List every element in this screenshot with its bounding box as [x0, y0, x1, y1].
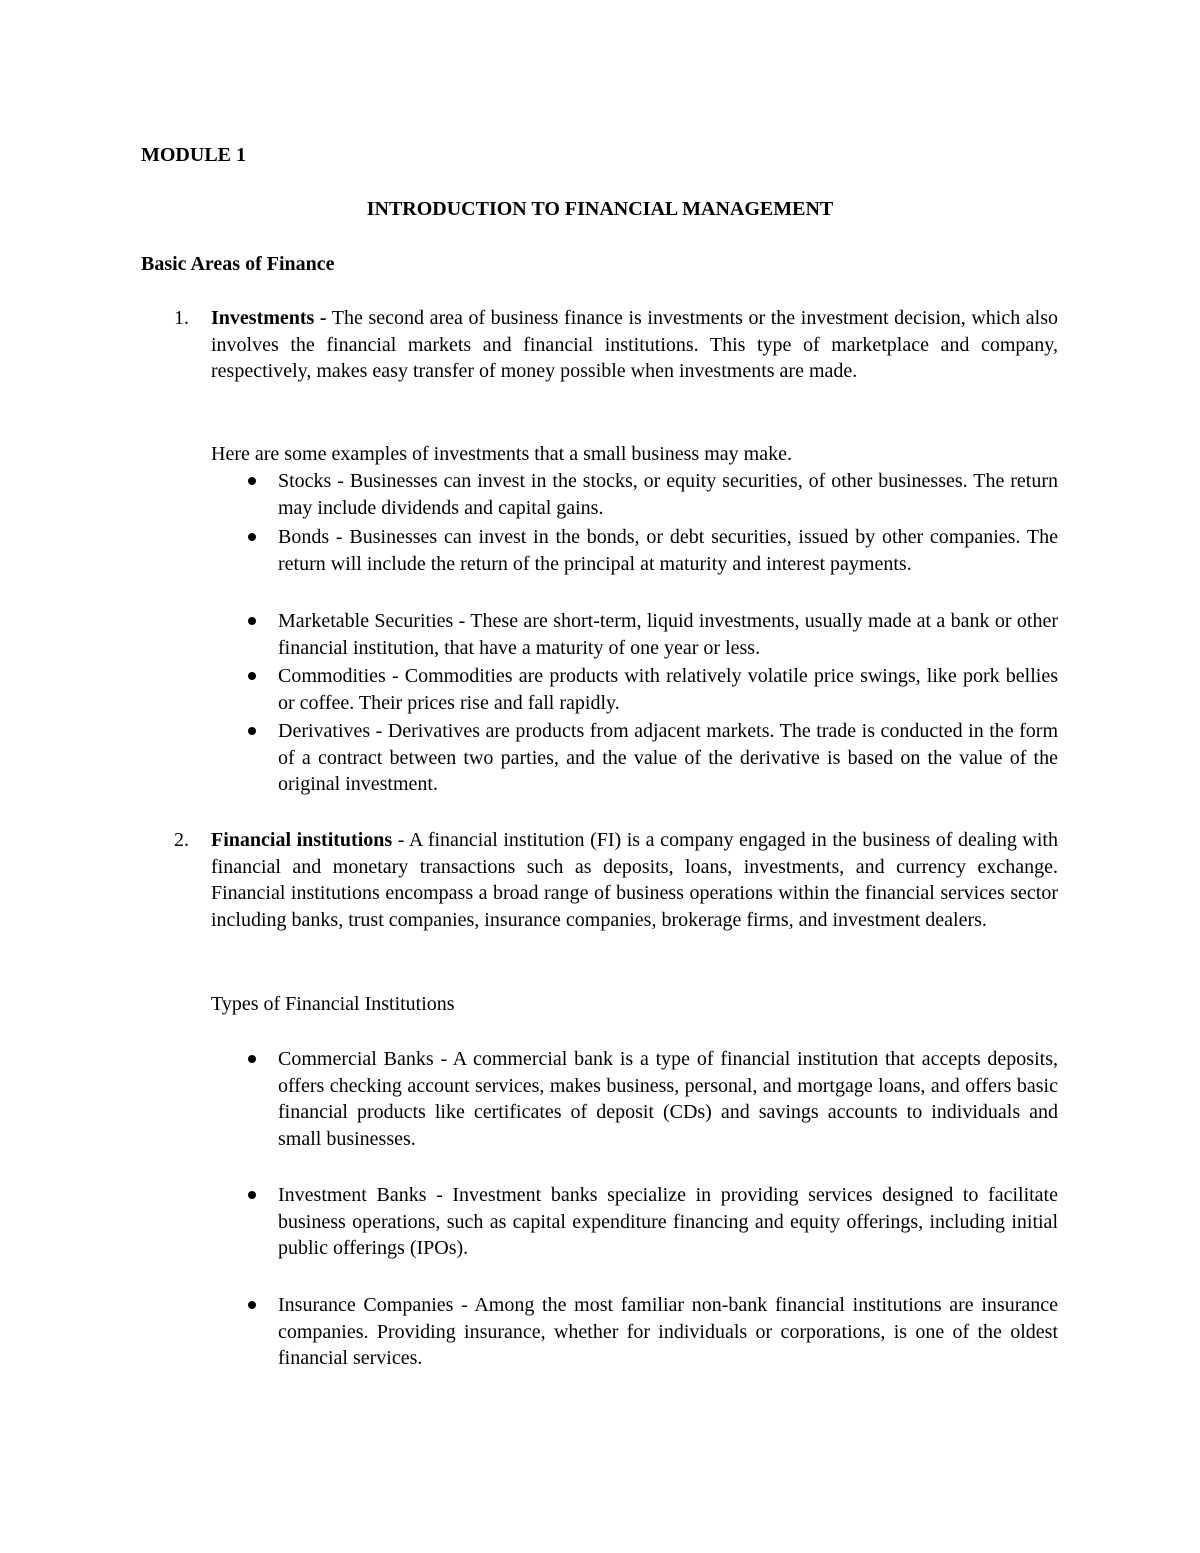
term-financial-institutions: Financial institutions	[211, 829, 393, 851]
list-item	[278, 1292, 1058, 1372]
list-number: 2.	[174, 829, 189, 851]
list-item	[278, 608, 1058, 661]
term-investments: Investments -	[211, 307, 327, 329]
list-number: 1.	[174, 307, 189, 329]
list-item	[278, 524, 1058, 577]
page-title: INTRODUCTION TO FINANCIAL MANAGEMENT	[366, 198, 834, 220]
investments-intro: Here are some examples of investments that a small business may make.	[211, 443, 792, 465]
bullet-text: Derivatives - Derivatives are products from adjacent markets. The trade is conducted in the form of a contract between two parties, and the value of the derivative is based on the value of the original investment.	[278, 720, 1058, 795]
bullet-text: Bonds - Businesses can invest in the bonds, or debt securities, issued by other companies. The return will include the return of the principal at maturity and interest payments.	[278, 526, 1058, 575]
bullet-text: Stocks - Businesses can invest in the stocks, or equity securities, of other businesses. The return may include dividends and capital gains.	[278, 470, 1058, 519]
bullet-text: Commodities - Commodities are products with relatively volatile price swings, like pork bellies or coffee. Their prices rise and fall rapidly.	[278, 665, 1058, 714]
list-item	[278, 663, 1058, 716]
investments-description: The second area of business finance is investments or the investment decision, which also involves the financial markets and financial institutions. This type of marketplace and company, respectively, makes easy transfer of money possible when investments are made.	[211, 307, 1058, 382]
bullet-text: Marketable Securities - These are short-term, liquid investments, usually made at a bank or other financial institution, that have a maturity of one year or less.	[278, 610, 1058, 659]
bullet-text: Insurance Companies - Among the most familiar non-bank financial institutions are insurance companies. Providing insurance, whether for individuals or corporations, is one of the oldest financial services.	[278, 1294, 1058, 1369]
module-label: MODULE 1	[141, 144, 246, 166]
list-item	[278, 1182, 1058, 1262]
financial-institutions-description: - A financial institution (FI) is a company engaged in the business of dealing with financial and monetary transactions such as deposits, loans, investments, and currency exchange. Financial institutions encompass a broad range of business operations within the financial services sector including banks, trust companies, insurance companies, brokerage firms, and investment dealers.	[211, 829, 1058, 931]
list-item-financial-institutions	[174, 827, 1058, 933]
list-item	[278, 1046, 1058, 1152]
list-item-investments	[174, 305, 1058, 385]
list-item	[278, 718, 1058, 798]
fi-types-heading: Types of Financial Institutions	[211, 993, 455, 1015]
list-item	[278, 468, 1058, 521]
section-heading: Basic Areas of Finance	[141, 253, 335, 275]
bullet-text: Commercial Banks - A commercial bank is a type of financial institution that accepts deposits, offers checking account services, makes business, personal, and mortgage loans, and offers basic financial products like certificates of deposit (CDs) and savings accounts to individuals and small businesses.	[278, 1048, 1058, 1150]
bullet-text: Investment Banks - Investment banks specialize in providing services designed to facilitate business operations, such as capital expenditure financing and equity offerings, including initial public offerings (IPOs).	[278, 1184, 1058, 1259]
